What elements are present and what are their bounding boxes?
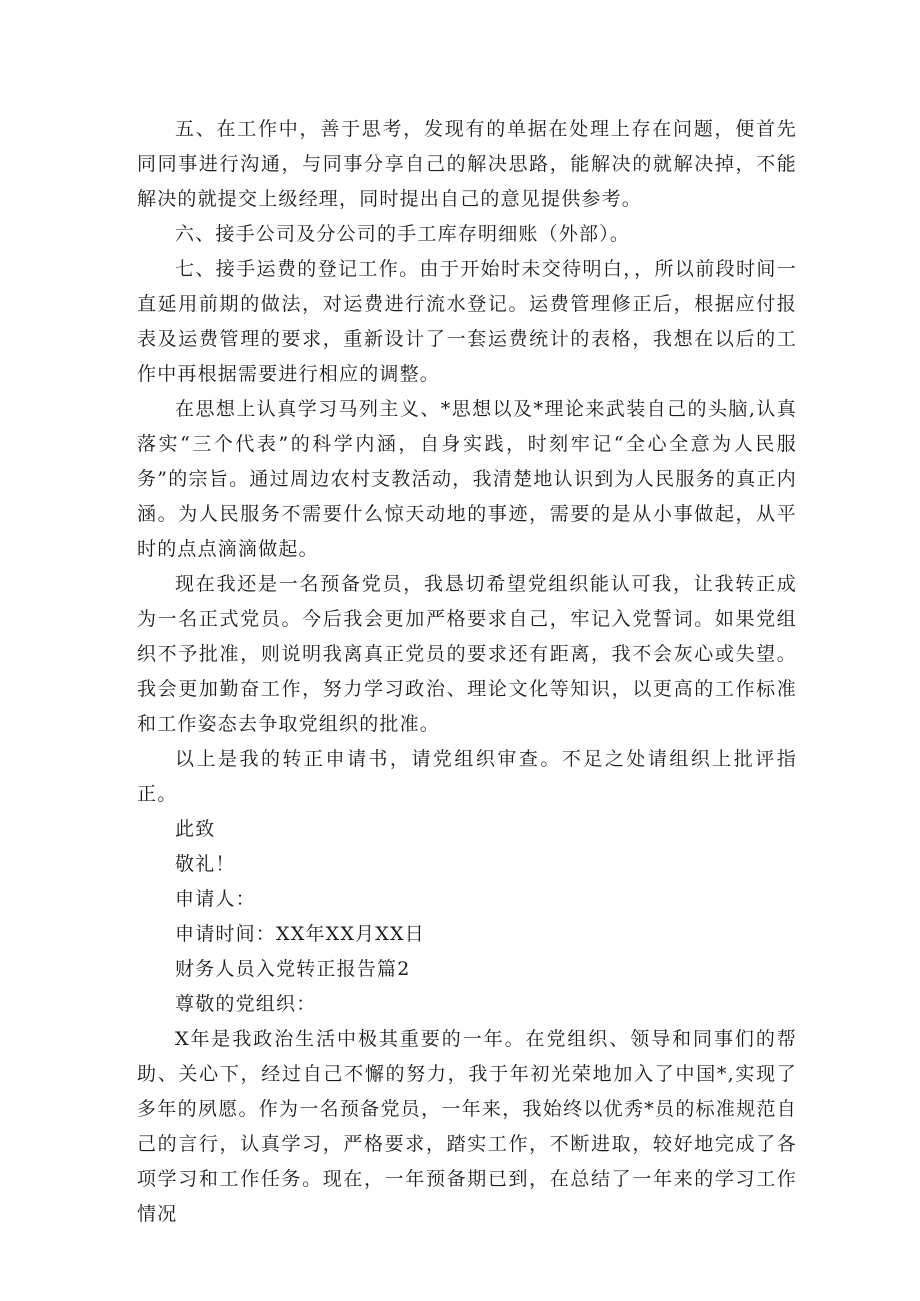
paragraph-7: 七、接手运费的登记工作。由于开始时未交待明白，，所以前段时间一直延用前期的做法，对运费进行流水登记。运费管理修正后，根据应付报表及运费管理的要求，重新设计了一套运费统计的表格，我想在以后的工作中再根据需要进行相应的调整。: [137, 258, 797, 385]
paragraph-probation: 现在我还是一名预备党员，我恳切希望党组织能认可我，让我转正成为一名正式党员。今后我会更加严格要求自己，牢记入党誓词。如果党组织不予批准，则说明我离真正党员的要求还有距离，我不会灰心或失望。我会更加勤奋工作，努力学习政治、理论文化等知识，以更高的工作标准和工作姿态去争取党组织的批准。: [137, 573, 797, 735]
apply-date-line: 申请时间：XX年XX月XX日: [175, 923, 425, 945]
document-body: [137, 112, 797, 1232]
paragraph-conclusion: 以上是我的转正申请书，请党组织审查。不足之处请组织上批评指正。: [137, 748, 797, 805]
applicant-line: 申请人：: [175, 888, 256, 910]
paragraph-thought: 在思想上认真学习马列主义、*思想以及*理论来武装自己的头脑,认真落实“三个代表”的科学内涵，自身实践，时刻牢记“全心全意为人民服务”的宗旨。通过周边农村支教活动，我清楚地认识到为人民服务的真正内涵。为人民服务不需要什么惊天动地的事迹，需要的是从小事做起，从平时的点点滴滴做起。: [137, 398, 797, 560]
paragraph-6: 六、接手公司及分公司的手工库存明细账（外部）。: [175, 223, 631, 245]
salute-line: 敬礼！: [175, 853, 236, 875]
greeting-line: 尊敬的党组织：: [175, 993, 317, 1015]
paragraph-5: 五、在工作中，善于思考，发现有的单据在处理上存在问题，便首先同同事进行沟通，与同事分享自己的解决思路，能解决的就解决掉，不能解决的就提交上级经理，同时提出自己的意见提供参考。: [137, 118, 797, 210]
closing-line: 此致: [175, 818, 216, 840]
paragraph-body2: X年是我政治生活中极其重要的一年。在党组织、领导和同事们的帮助、关心下，经过自己不懈的努力，我于年初光荣地加入了中国*,实现了多年的夙愿。作为一名预备党员，一年来，我始终以优秀*员的标准规范自己的言行，认真学习，严格要求，踏实工作，不断进取，较好地完成了各项学习和工作任务。现在，一年预备期已到，在总结了一年来的学习工作情况: [137, 1028, 797, 1225]
section-title: 财务人员入党转正报告篇2: [175, 958, 411, 980]
